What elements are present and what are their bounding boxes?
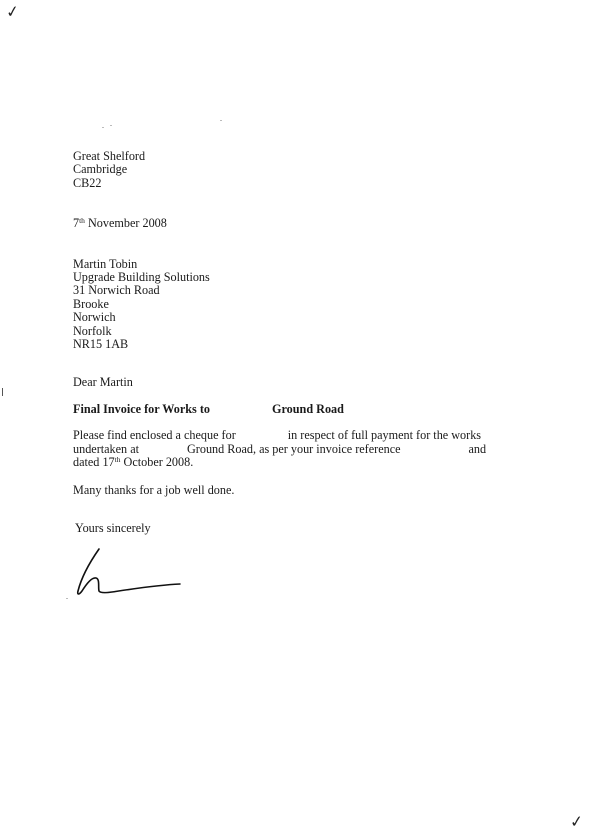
checkmark-icon: ✓ bbox=[4, 1, 21, 22]
subject-text: Final Invoice for Works to bbox=[73, 401, 211, 416]
body-line bbox=[73, 429, 513, 442]
checkmark-icon: ✓ bbox=[568, 811, 585, 832]
date-month-year: November 2008 bbox=[84, 216, 167, 231]
body-text: undertaken at bbox=[73, 441, 139, 456]
body-text: October 2008. bbox=[120, 455, 194, 470]
recipient-company: Upgrade Building Solutions bbox=[73, 270, 210, 285]
thanks-line: Many thanks for a job well done. bbox=[73, 482, 235, 497]
subject-text-end: Ground Road bbox=[272, 401, 344, 416]
body-text: Please find enclosed a cheque for bbox=[73, 428, 236, 443]
sender-address-line: CB22 bbox=[73, 175, 102, 190]
recipient-town: Norwich bbox=[73, 310, 116, 325]
body-text: Ground Road, as per your invoice reference bbox=[186, 441, 401, 456]
salutation: Dear Martin bbox=[73, 375, 133, 390]
margin-tick bbox=[2, 388, 3, 396]
closing-line: Yours sincerely bbox=[75, 520, 151, 535]
recipient-postcode: NR15 1AB bbox=[73, 337, 129, 352]
recipient-name: Martin Tobin bbox=[73, 256, 138, 271]
signature-image bbox=[72, 547, 192, 599]
date-day: 7 bbox=[73, 216, 80, 231]
letter-body bbox=[73, 150, 513, 535]
body-text: and bbox=[468, 441, 487, 456]
ordinal-suffix: th bbox=[114, 455, 121, 465]
recipient-county: Norfolk bbox=[73, 323, 112, 338]
scan-speck bbox=[110, 125, 112, 126]
subject-line bbox=[73, 403, 513, 416]
body-line bbox=[73, 456, 513, 469]
body-line bbox=[73, 443, 513, 456]
sender-address bbox=[73, 150, 513, 190]
sender-address-line: Great Shelford bbox=[73, 149, 146, 163]
recipient-address bbox=[73, 258, 513, 352]
scan-speck bbox=[220, 120, 222, 121]
scan-speck bbox=[102, 127, 104, 128]
body-text: in respect of full payment for the works bbox=[287, 428, 482, 443]
scan-speck bbox=[66, 598, 68, 599]
body-paragraph bbox=[73, 429, 513, 469]
sender-address-line: Cambridge bbox=[73, 162, 128, 177]
date-suffix: th bbox=[79, 216, 85, 226]
recipient-locality: Brooke bbox=[73, 296, 109, 311]
recipient-street: 31 Norwich Road bbox=[73, 283, 160, 298]
body-text: dated 17 bbox=[73, 455, 115, 470]
letter-date bbox=[73, 217, 513, 230]
